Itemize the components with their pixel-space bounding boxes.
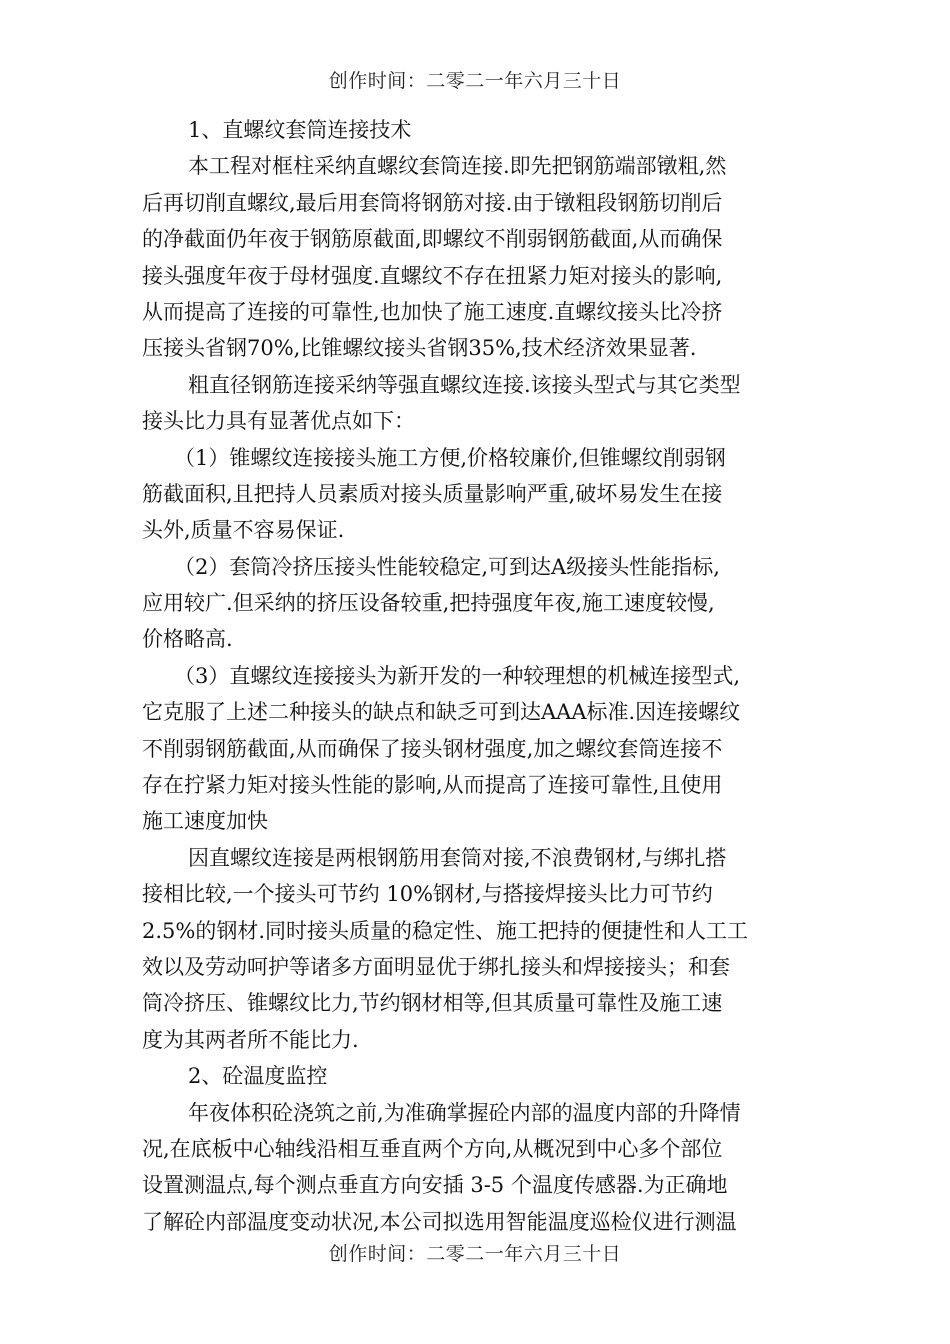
text-line: 2.5%的钢材.同时接头质量的稳定性、施工把持的便捷性和人工工: [142, 918, 749, 943]
text-line: 1、直螺纹套筒连接技术: [188, 118, 412, 142]
text-line: 况,在底板中心轴线沿相互垂直两个方向,从概况到中心多个部位: [142, 1136, 723, 1161]
text-line: 本工程对框柱采纳直螺纹套筒连接.即先把钢筋端部镦粗,然: [188, 154, 727, 179]
text-line: 效以及劳动呵护等诸多方面明显优于绑扎接头和焊接接头；和套: [142, 954, 730, 979]
text-line: 接相比较,一个接头可节约 10%钢材,与搭接焊接头比力可节约: [142, 882, 713, 907]
text-line: 头外,质量不容易保证.: [142, 518, 345, 543]
text-line: 价格略高.: [142, 627, 233, 652]
page-footer: 创作时间：二零二一年六月三十日: [328, 1243, 622, 1265]
text-line: （3）直螺纹连接接头为新开发的一种较理想的机械连接型式,: [174, 663, 741, 688]
text-line: 筋截面积,且把持人员素质对接头质量影响严重,破坏易发生在接: [142, 481, 723, 506]
text-line: 应用较广.但采纳的挤压设备较重,把持强度年夜,施工速度较慢,: [142, 591, 715, 616]
text-line: 设置测温点,每个测点垂直方向安插 3-5 个温度传感器.为正确地: [142, 1173, 728, 1198]
text-line: 2、砼温度监控: [188, 1064, 328, 1089]
text-line: 存在拧紧力矩对接头性能的影响,从而提高了连接可靠性,且使用: [142, 773, 723, 798]
text-line: 年夜体积砼浇筑之前,为准确掌握砼内部的温度内部的升降情: [188, 1100, 741, 1125]
text-line: 度为其两者所不能比力.: [142, 1027, 359, 1052]
text-line: 接头比力具有显著优点如下：: [142, 409, 415, 434]
text-line: 它克服了上述二种接头的缺点和缺乏可到达AAA标准.因连接螺纹: [142, 700, 741, 725]
text-line: 的净截面仍年夜于钢筋原截面,即螺纹不削弱钢筋截面,从而确保: [142, 227, 723, 252]
text-line: 了解砼内部温度变动状况,本公司拟选用智能温度巡检仪进行测温: [142, 1209, 737, 1234]
text-line: 筒冷挤压、锥螺纹比力,节约钢材相等,但其质量可靠性及施工速: [142, 991, 723, 1016]
text-line: （1）锥螺纹连接接头施工方便,价格较廉价,但锥螺纹削弱钢: [174, 445, 726, 470]
text-line: 不削弱钢筋截面,从而确保了接头钢材强度,加之螺纹套筒连接不: [142, 736, 723, 761]
text-line: 粗直径钢筋连接采纳等强直螺纹连接.该接头型式与其它类型: [188, 372, 741, 397]
text-line: 接头强度年夜于母材强度.直螺纹不存在扭紧力矩对接头的影响,: [142, 263, 723, 288]
document-body: [142, 112, 812, 1240]
text-line: 压接头省钢70%,比锥螺纹接头省钢35%,技术经济效果显著.: [142, 336, 697, 361]
text-line: 从而提高了连接的可靠性,也加快了施工速度.直螺纹接头比冷挤: [142, 299, 723, 324]
text-line: 因直螺纹连接是两根钢筋用套筒对接,不浪费钢材,与绑扎搭: [188, 845, 727, 870]
text-line: （2）套筒冷挤压接头性能较稳定,可到达A级接头性能指标,: [174, 554, 720, 579]
text-line: 施工速度加快: [142, 809, 268, 834]
page-header: 创作时间：二零二一年六月三十日: [328, 70, 622, 92]
text-line: 后再切削直螺纹,最后用套筒将钢筋对接.由于镦粗段钢筋切削后: [142, 190, 723, 215]
